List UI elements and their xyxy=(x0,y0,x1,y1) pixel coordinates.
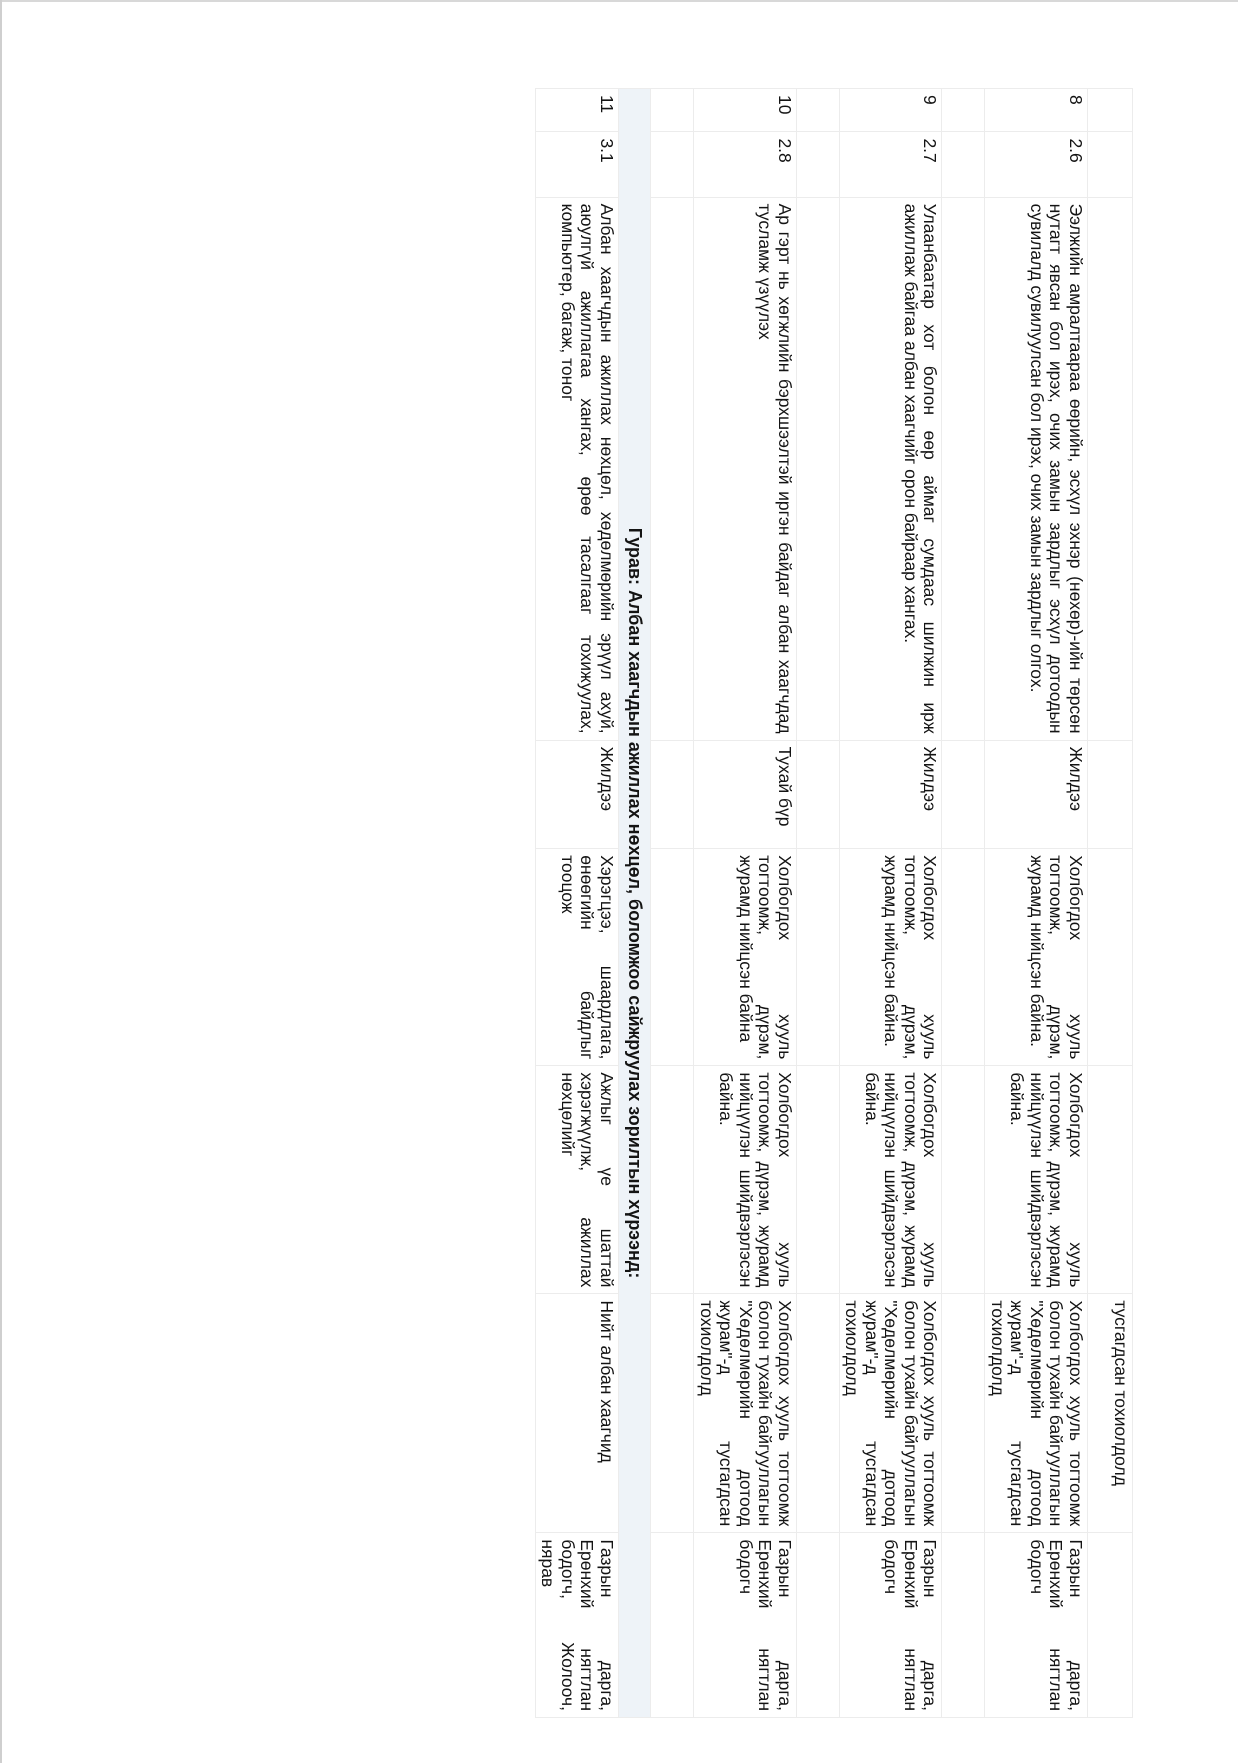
row-number: 8 xyxy=(985,89,1088,132)
table-row xyxy=(840,89,943,1718)
responsible-cell: Газрын дарга, Ерөнхий нягтлан бодогч xyxy=(694,1533,797,1718)
measure-cell: Холбогдох хууль тогтоомж, дүрэм, журамд нийцүүлэн шийдвэрлэсэн байна. xyxy=(985,1066,1088,1294)
frequency-cell: Жилдээ xyxy=(536,740,619,849)
responsible-cell: Газрын дарга, Ерөнхий нягтлан бодогч xyxy=(840,1533,943,1718)
frequency-cell: Жилдээ xyxy=(840,740,943,849)
section-heading-row xyxy=(619,89,652,1718)
legal-cell: Холбогдох хууль тогтоомж, дүрэм, журамд нийцсэн байна. xyxy=(840,849,943,1066)
measure-cell: Холбогдох хууль тогтоомж, дүрэм, журамд нийцүүлэн шийдвэрлэсэн байна. xyxy=(694,1066,797,1294)
measure-cell: Холбогдох хууль тогтоомж, дүрэм, журамд нийцүүлэн шийдвэрлэсэн байна. xyxy=(840,1066,943,1294)
resource-cell: Холбогдох хууль тогтоомж болон тухайн байгууллагын "Хөдөлмөрийн дотоод журам"-д тусгагдсан тохиолдолд xyxy=(840,1294,943,1533)
resource-cell: Холбогдох хууль тогтоомж болон тухайн байгууллагын "Хөдөлмөрийн дотоод журам"-д тусгагдсан тохиолдолд xyxy=(985,1294,1088,1533)
row-subnumber: 2.8 xyxy=(694,132,797,197)
legal-cell: Холбогдох хууль тогтоомж, дүрэм, журамд нийцсэн байна. xyxy=(985,849,1088,1066)
row-number: 10 xyxy=(694,89,797,132)
frequency-cell: Жилдээ xyxy=(985,740,1088,849)
table-row xyxy=(985,89,1088,1718)
table-row xyxy=(536,89,619,1718)
row-subnumber: 2.6 xyxy=(985,132,1088,197)
resource-cell: Нийт албан хаагчид xyxy=(536,1294,619,1533)
responsible-cell: Газрын дарга, Ерөнхий нягтлан бодогч xyxy=(985,1533,1088,1718)
row-number: 11 xyxy=(536,89,619,132)
row-gap xyxy=(797,89,840,1718)
row-gap xyxy=(651,89,694,1718)
task-cell: Ар гэрт нь хөгжлийн бэрхшээлтэй иргэн байдаг албан хаагчдад тусламж үзүүлэх xyxy=(694,197,797,740)
row-gap xyxy=(942,89,985,1718)
task-cell: Ээлжийн амралтаараа өөрийн, эсхүл эхнэр (нөхөр)-ийн төрсөн нутагт явсан бол ирэх, очих замын зардлыг эсхүл дотоодын сувилалд сувилуулсан бол ирэх, очих замын зардлыг олгох. xyxy=(985,197,1088,740)
responsible-cell: Газрын дарга, Ерөнхий нягтлан бодогч, Жолооч, нярав xyxy=(536,1533,619,1718)
legal-cell: Хэрэгцээ, шаардлага, өнөөгийн байдлыг тооцож xyxy=(536,849,619,1066)
resource-cell: Холбогдох хууль тогтоомж болон тухайн байгууллагын "Хөдөлмөрийн дотоод журам"-д тусгагдсан тохиолдолд xyxy=(694,1294,797,1533)
frequency-cell: Тухай бүр xyxy=(694,740,797,849)
row-number: 9 xyxy=(840,89,943,132)
legal-cell: Холбогдох хууль тогтоомж, дүрэм, журамд нийцсэн байна xyxy=(694,849,797,1066)
plan-table xyxy=(535,88,1133,1718)
row-subnumber: 3.1 xyxy=(536,132,619,197)
row-subnumber: 2.7 xyxy=(840,132,943,197)
task-cell: Улаанбаатар хот болон өөр аймаг сумдаас шилжин ирж ажиллаж байгаа албан хаагчийг орон байраар хангах. xyxy=(840,197,943,740)
measure-cell: Ажлыг үе шаттай хэрэгжүүлж, ажиллах нөхцөлийг xyxy=(536,1066,619,1294)
table-row-continuation xyxy=(1088,89,1133,1718)
task-cell: Албан хаагчдын ажиллах нөхцөл, хөдөлмөрийн эрүүл ахуй, аюулгүй ажиллагаа хангах, өрөө тасалгааг тохижуулах, компьютер, багаж, тоног xyxy=(536,197,619,740)
section-title: Гурав: Албан хаагчдын ажиллах нөхцөл, боломжоо сайжруулах зорилтын хүрээнд: xyxy=(619,89,652,1718)
resource-cell: тусгагдсан тохиолдолд xyxy=(1088,1294,1133,1533)
table-row xyxy=(694,89,797,1718)
